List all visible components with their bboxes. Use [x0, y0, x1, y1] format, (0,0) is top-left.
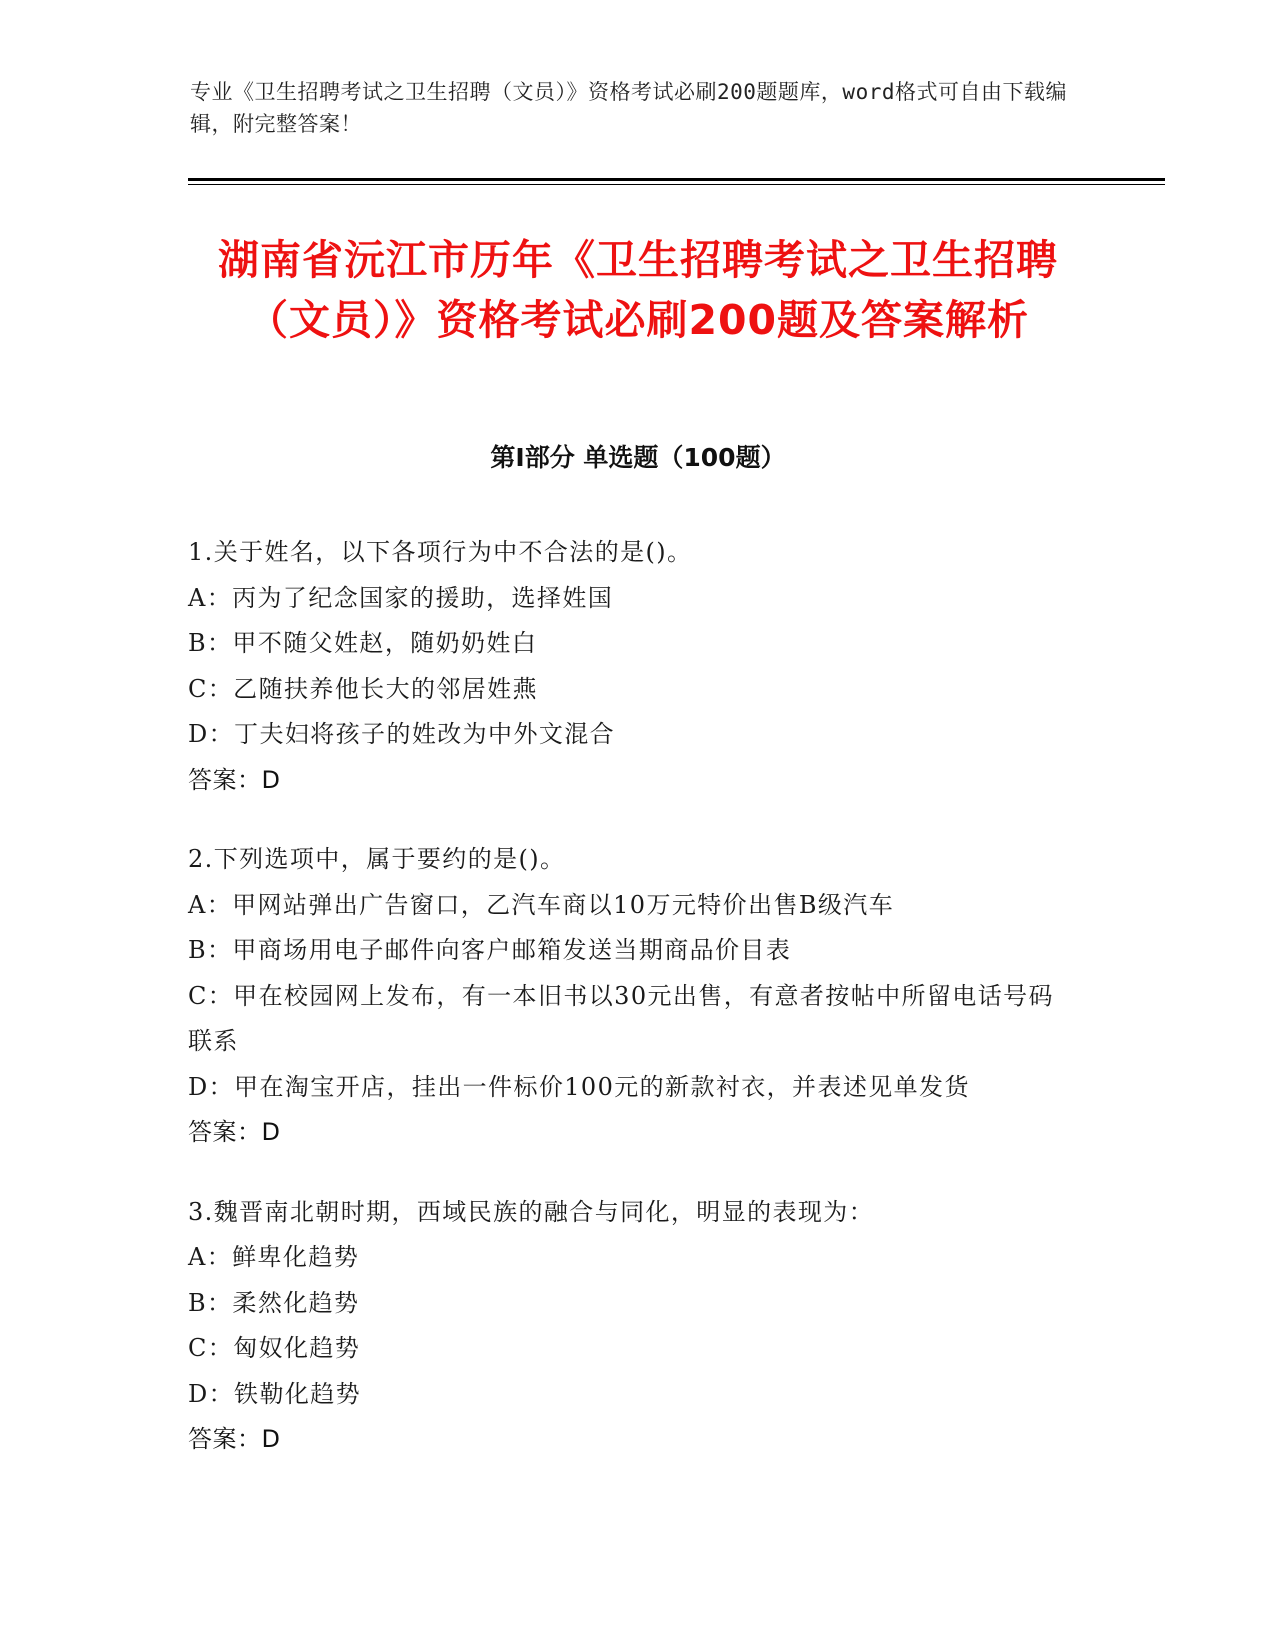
option-b: B：甲商场用电子邮件向客户邮箱发送当期商品价目表 [188, 936, 792, 964]
option-b: B：柔然化趋势 [188, 1288, 360, 1317]
header-note: 专业《卫生招聘考试之卫生招聘（文员）》资格考试必刷200题题库，word格式可自由下载编辑，附完整答案！ [190, 80, 1067, 136]
question-stem: 1.关于姓名，以下各项行为中不合法的是()。 [188, 538, 693, 566]
section-heading: 第I部分 单选题（100题） [490, 443, 786, 472]
option-d: D：铁勒化趋势 [188, 1379, 362, 1408]
option-b: B：甲不随父姓赵，随奶奶姓白 [188, 629, 538, 657]
answer-line: 答案：D [188, 1118, 281, 1146]
option-c: C：乙随扶养他长大的邻居姓燕 [188, 674, 538, 703]
option-a: A：丙为了纪念国家的援助，选择姓国 [188, 583, 614, 612]
option-a: A：甲网站弹出广告窗口，乙汽车商以10万元特价出售B级汽车 [188, 890, 895, 919]
question-2 [188, 837, 1088, 1156]
option-d: D：甲在淘宝开店，挂出一件标价100元的新款衬衣，并表述见单发货 [188, 1072, 970, 1101]
header-divider-thick [188, 178, 1165, 181]
answer-line: 答案：D [188, 765, 281, 794]
header-divider-thin [188, 184, 1165, 185]
answer-line: 答案：D [188, 1425, 281, 1453]
option-c: C：匈奴化趋势 [188, 1334, 361, 1362]
option-a: A：鲜卑化趋势 [188, 1243, 360, 1271]
question-list [188, 530, 1088, 1497]
option-d: D：丁夫妇将孩子的姓改为中外文混合 [188, 720, 616, 748]
question-stem: 3.魏晋南北朝时期，西域民族的融合与同化，明显的表现为： [188, 1197, 875, 1226]
option-c: C：甲在校园网上发布，有一本旧书以30元出售，有意者按帖中所留电话号码联系 [188, 981, 1054, 1055]
document-title: 湖南省沅江市历年《卫生招聘考试之卫生招聘（文员）》资格考试必刷200题及答案解析 [218, 236, 1058, 344]
question-3 [188, 1190, 1088, 1463]
question-stem: 2.下列选项中，属于要约的是()。 [188, 845, 566, 873]
question-1 [188, 530, 1088, 803]
